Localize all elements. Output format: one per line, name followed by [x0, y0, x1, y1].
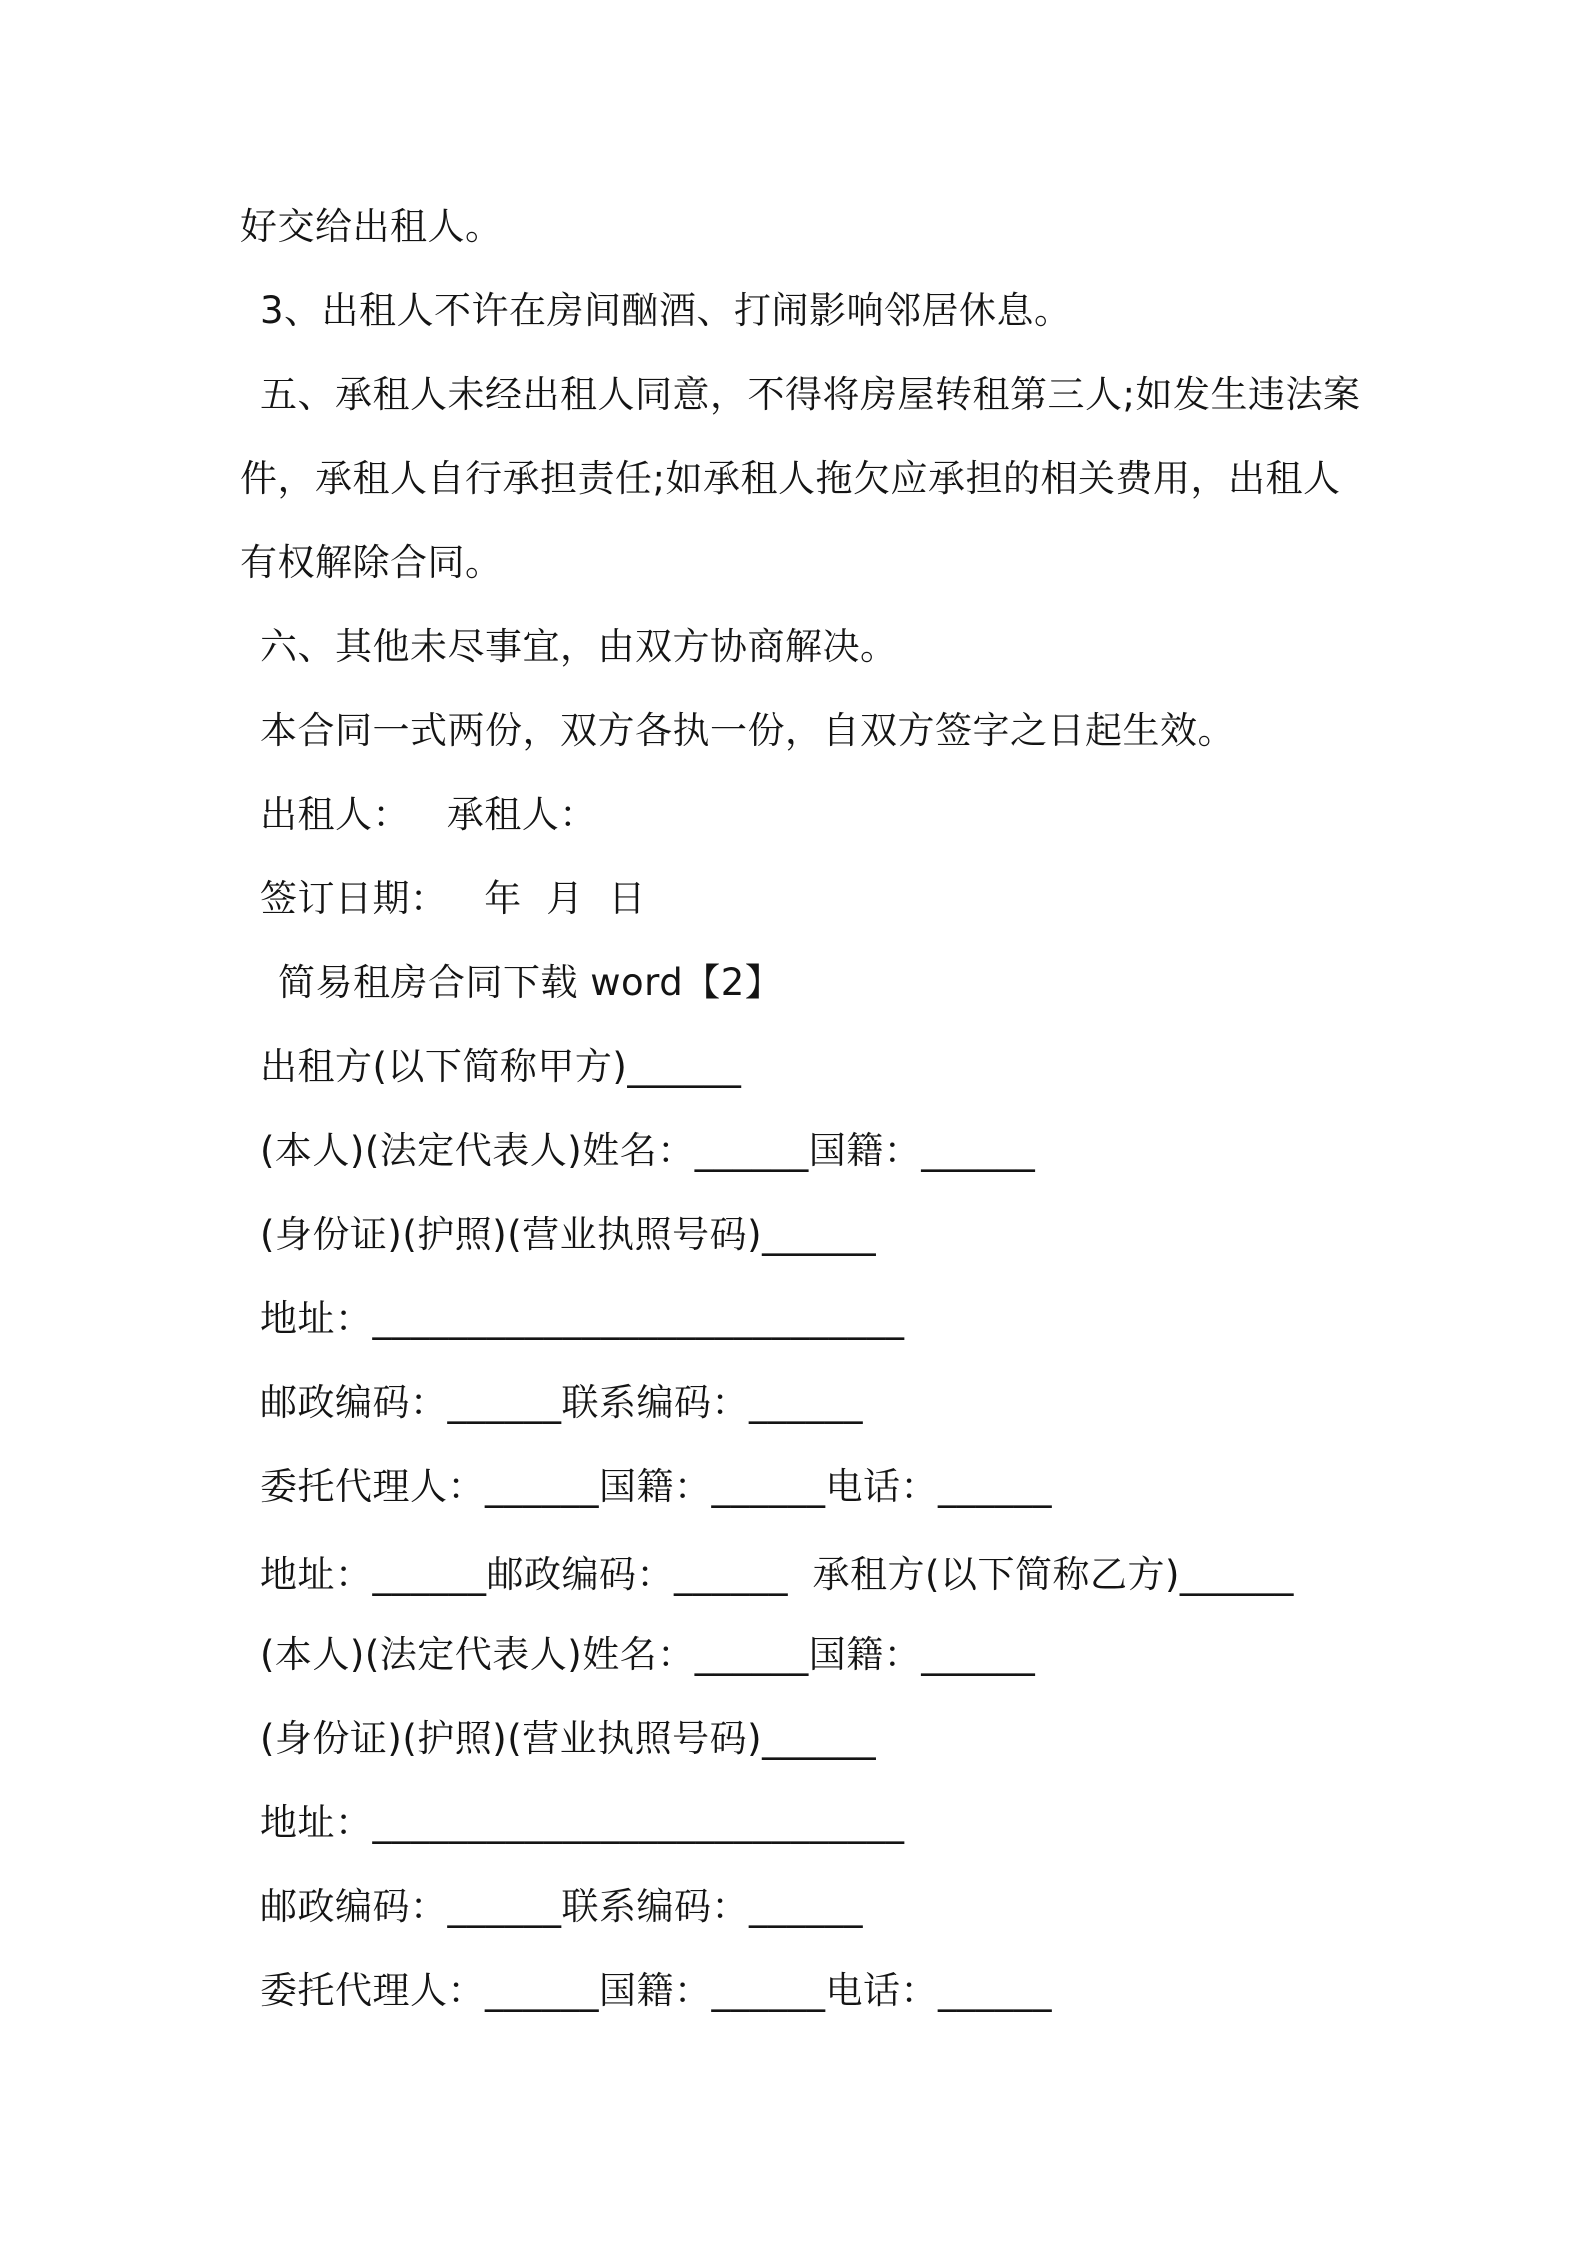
text-line: 件，承租人自行承担责任;如承租人拖欠应承担的相关费用，出租人: [240, 457, 1341, 500]
form-line: 地址：______邮政编码：______ 承租方(以下简称乙方)______: [260, 1553, 1294, 1596]
form-line: 地址：____________________________: [260, 1297, 905, 1340]
section-title: 简易租房合同下载 word【2】: [278, 961, 783, 1004]
text-line: 六、其他未尽事宜，由双方协商解决。: [260, 625, 898, 668]
text-line: 本合同一式两份，双方各执一份，自双方签字之日起生效。: [260, 709, 1235, 752]
form-line: 委托代理人：______国籍：______电话：______: [260, 1969, 1052, 2012]
form-line: (身份证)(护照)(营业执照号码)______: [260, 1213, 877, 1256]
text-line: 3、出租人不许在房间酗酒、打闹影响邻居休息。: [260, 289, 1072, 332]
signing-date-line: 签订日期： 年 月 日: [260, 877, 646, 920]
signature-line: 出租人： 承租人：: [260, 793, 597, 836]
form-line: 委托代理人：______国籍：______电话：______: [260, 1465, 1052, 1508]
form-line: 出租方(以下简称甲方)______: [260, 1045, 742, 1088]
text-line: 五、承租人未经出租人同意，不得将房屋转租第三人;如发生违法案: [260, 373, 1361, 416]
form-line: 地址：____________________________: [260, 1801, 905, 1844]
text-line: 有权解除合同。: [240, 541, 503, 584]
form-line: (本人)(法定代表人)姓名：______国籍：______: [260, 1129, 1036, 1172]
form-line: (身份证)(护照)(营业执照号码)______: [260, 1717, 877, 1760]
form-line: 邮政编码：______联系编码：______: [260, 1885, 863, 1928]
form-line: (本人)(法定代表人)姓名：______国籍：______: [260, 1633, 1036, 1676]
text-line: 好交给出租人。: [240, 205, 503, 248]
form-line: 邮政编码：______联系编码：______: [260, 1381, 863, 1424]
